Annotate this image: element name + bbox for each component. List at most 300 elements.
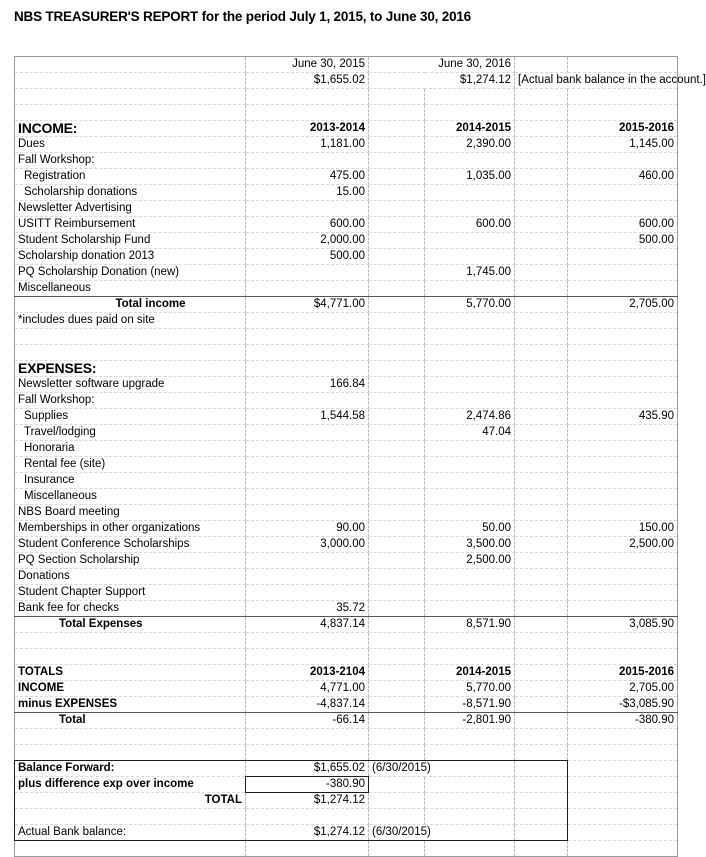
totals-year-header-3: 2015-2016	[568, 665, 678, 681]
spacer-cell	[515, 649, 568, 665]
spacer-cell	[515, 153, 568, 169]
bank-summary-values-row	[15, 73, 678, 89]
expense-item-row	[15, 489, 678, 505]
expenses-total-value-3: 3,085.90	[568, 617, 678, 633]
income-item-row	[15, 233, 678, 249]
sheet-body	[15, 57, 706, 137]
income-item-value-1: 2,000.00	[246, 233, 369, 249]
income-item-value-1: 1,181.00	[246, 137, 369, 153]
spacer-cell	[369, 697, 425, 713]
expense-item-row	[15, 601, 678, 617]
spacer-cell	[515, 377, 568, 393]
expense-item-value-1	[246, 393, 369, 409]
income-item-value-2: 600.00	[425, 217, 515, 233]
balance-forward-label: Balance Forward:	[15, 761, 246, 777]
totals-item-value-1: -4,837.14	[246, 697, 369, 713]
income-item-value-3	[568, 185, 678, 201]
spacer-cell	[15, 73, 246, 89]
expense-item-label: Student Conference Scholarships	[15, 537, 246, 553]
totals-rows-group	[15, 681, 678, 713]
spacer-cell	[369, 105, 425, 121]
spacer-cell	[515, 57, 568, 73]
spacer-cell	[369, 521, 425, 537]
spacer-cell	[515, 601, 568, 617]
spacer-cell	[369, 249, 425, 265]
spacer-cell	[369, 713, 425, 729]
spacer-cell	[369, 489, 425, 505]
totals-item-value-3: 2,705.00	[568, 681, 678, 697]
totals-item-row	[15, 697, 678, 713]
income-item-value-2: 1,035.00	[425, 169, 515, 185]
expense-item-value-3	[568, 505, 678, 521]
spacer-cell	[425, 809, 515, 825]
expense-item-value-3	[568, 569, 678, 585]
income-item-label: USITT Reimbursement	[15, 217, 246, 233]
income-rows-group	[15, 137, 678, 297]
expense-item-row	[15, 473, 678, 489]
expense-item-label: Fall Workshop:	[15, 393, 246, 409]
reconciliation-total-row	[15, 793, 678, 809]
spacer-cell	[369, 233, 425, 249]
spacer-cell	[369, 841, 425, 857]
spacer-cell	[15, 841, 246, 857]
expense-item-value-2	[425, 585, 515, 601]
expense-item-row	[15, 393, 678, 409]
expense-item-label: Student Chapter Support	[15, 585, 246, 601]
income-footnote-row	[15, 313, 678, 329]
expense-item-value-2	[425, 505, 515, 521]
spacer-cell	[369, 281, 425, 297]
reconciliation-total-value: $1,274.12	[246, 793, 369, 809]
spacer-cell	[568, 361, 678, 377]
expense-item-label: Travel/lodging	[15, 425, 246, 441]
spacer-cell	[369, 361, 425, 377]
income-item-row	[15, 201, 678, 217]
spacer-cell	[425, 841, 515, 857]
totals-heading-row	[15, 665, 678, 681]
spacer-cell	[568, 825, 678, 841]
expense-item-value-3	[568, 425, 678, 441]
income-item-value-1	[246, 281, 369, 297]
bank-date-prior: June 30, 2015	[246, 57, 369, 73]
spacer-cell	[425, 793, 515, 809]
income-item-label: Scholarship donation 2013	[15, 249, 246, 265]
expenses-total-label: Total Expenses	[15, 617, 246, 633]
expense-item-value-3	[568, 393, 678, 409]
totals-total-value-3: -380.90	[568, 713, 678, 729]
spacer-cell	[515, 489, 568, 505]
spacer-cell	[369, 313, 425, 329]
spacer-cell	[369, 537, 425, 553]
spacer-cell	[515, 169, 568, 185]
spacer-cell	[515, 137, 568, 153]
expense-item-value-3: 150.00	[568, 521, 678, 537]
expense-item-value-3	[568, 473, 678, 489]
bank-balance-note: [Actual bank balance in the account.]	[515, 73, 678, 89]
spacer-cell	[515, 761, 568, 777]
income-item-value-2	[425, 249, 515, 265]
income-item-label: Miscellaneous	[15, 281, 246, 297]
spacer-cell	[515, 457, 568, 473]
spacer-cell	[515, 313, 568, 329]
spacer-cell	[15, 105, 246, 121]
spacer-cell	[568, 649, 678, 665]
income-heading-row	[15, 121, 678, 137]
spacer-cell	[425, 729, 515, 745]
income-heading: INCOME:	[15, 121, 246, 137]
income-item-row	[15, 153, 678, 169]
expense-item-value-1	[246, 505, 369, 521]
spacer-cell	[515, 409, 568, 425]
spacer-cell	[246, 649, 369, 665]
totals-total-value-2: -2,801.90	[425, 713, 515, 729]
income-item-row	[15, 281, 678, 297]
spacer-cell	[369, 601, 425, 617]
blank-row	[15, 745, 678, 761]
blank-row	[15, 329, 678, 345]
income-item-value-3: 460.00	[568, 169, 678, 185]
spacer-cell	[515, 297, 568, 313]
spacer-cell	[568, 345, 678, 361]
spacer-cell	[369, 185, 425, 201]
blank-row	[15, 649, 678, 665]
expense-item-row	[15, 585, 678, 601]
income-total-value-1: $4,771.00	[246, 297, 369, 313]
income-item-value-3: 1,145.00	[568, 137, 678, 153]
spacer-cell	[425, 89, 515, 105]
spacer-cell	[369, 473, 425, 489]
expense-item-value-2: 3,500.00	[425, 537, 515, 553]
spacer-cell	[369, 793, 425, 809]
expense-item-value-2	[425, 569, 515, 585]
income-item-label: Scholarship donations	[15, 185, 246, 201]
expense-item-value-2	[425, 601, 515, 617]
totals-item-value-1: 4,771.00	[246, 681, 369, 697]
spacer-cell	[515, 425, 568, 441]
spacer-cell	[515, 713, 568, 729]
spacer-cell	[515, 793, 568, 809]
actual-bank-balance-value: $1,274.12	[246, 825, 369, 841]
spacer-cell	[369, 505, 425, 521]
expenses-heading-row	[15, 361, 678, 377]
expense-item-value-3	[568, 441, 678, 457]
income-item-value-3	[568, 153, 678, 169]
spacer-cell	[369, 345, 425, 361]
income-item-value-3	[568, 249, 678, 265]
income-item-row	[15, 265, 678, 281]
expense-item-label: Rental fee (site)	[15, 457, 246, 473]
income-item-value-1	[246, 153, 369, 169]
spacer-cell	[568, 777, 678, 793]
expense-item-value-1	[246, 425, 369, 441]
bank-summary-dates-row	[15, 57, 678, 73]
actual-bank-balance-row	[15, 825, 678, 841]
blank-row	[15, 841, 678, 857]
expense-item-row	[15, 553, 678, 569]
spacer-cell	[568, 761, 678, 777]
income-item-value-1: 500.00	[246, 249, 369, 265]
income-year-header-1: 2013-2014	[246, 121, 369, 137]
expense-item-value-3	[568, 585, 678, 601]
spacer-cell	[515, 697, 568, 713]
expense-item-value-1	[246, 473, 369, 489]
spacer-cell	[369, 745, 425, 761]
spacer-cell	[369, 617, 425, 633]
spacer-cell	[568, 729, 678, 745]
spacer-cell	[369, 729, 425, 745]
spacer-cell	[425, 745, 515, 761]
income-item-value-2	[425, 201, 515, 217]
spacer-cell	[515, 681, 568, 697]
income-item-label: Dues	[15, 137, 246, 153]
expense-item-row	[15, 409, 678, 425]
income-item-value-1: 600.00	[246, 217, 369, 233]
spacer-cell	[369, 409, 425, 425]
spacer-cell	[15, 649, 246, 665]
income-item-value-2: 2,390.00	[425, 137, 515, 153]
spacer-cell	[568, 841, 678, 857]
income-total-row	[15, 297, 678, 313]
totals-item-label: INCOME	[15, 681, 246, 697]
spacer-cell	[515, 633, 568, 649]
expense-item-row	[15, 425, 678, 441]
spacer-cell	[369, 329, 425, 345]
expense-item-label: Memberships in other organizations	[15, 521, 246, 537]
expense-item-label: Bank fee for checks	[15, 601, 246, 617]
totals-item-row	[15, 681, 678, 697]
spacer-cell	[369, 425, 425, 441]
spacer-cell	[369, 633, 425, 649]
spacer-cell	[425, 633, 515, 649]
income-item-value-2: 1,745.00	[425, 265, 515, 281]
actual-bank-balance-label: Actual Bank balance:	[15, 825, 246, 841]
spacer-cell	[515, 345, 568, 361]
blank-row	[15, 89, 678, 105]
expense-item-value-1	[246, 457, 369, 473]
income-item-value-1: 15.00	[246, 185, 369, 201]
income-item-value-3	[568, 201, 678, 217]
expense-item-value-2	[425, 473, 515, 489]
bank-date-current: June 30, 2016	[369, 57, 515, 73]
spacer-cell	[515, 233, 568, 249]
totals-heading: TOTALS	[15, 665, 246, 681]
expense-item-value-2: 2,474.86	[425, 409, 515, 425]
income-item-row	[15, 217, 678, 233]
bank-balance-current: $1,274.12	[369, 73, 515, 89]
expense-item-value-2: 47.04	[425, 425, 515, 441]
spacer-cell	[15, 809, 246, 825]
income-total-value-2: 5,770.00	[425, 297, 515, 313]
spacer-cell	[515, 841, 568, 857]
spacer-cell	[369, 137, 425, 153]
expense-item-row	[15, 457, 678, 473]
spacer-cell	[425, 329, 515, 345]
spacer-cell	[515, 201, 568, 217]
expense-item-value-1	[246, 569, 369, 585]
spacer-cell	[568, 105, 678, 121]
expense-item-value-3	[568, 601, 678, 617]
spacer-cell	[568, 57, 678, 73]
spacer-cell	[568, 633, 678, 649]
expenses-total-row	[15, 617, 678, 633]
expense-item-value-3	[568, 489, 678, 505]
spacer-cell	[515, 185, 568, 201]
spacer-cell	[425, 649, 515, 665]
treasurer-report-spreadsheet	[14, 56, 706, 857]
spacer-cell	[515, 665, 568, 681]
spacer-cell	[515, 569, 568, 585]
income-item-label: Fall Workshop:	[15, 153, 246, 169]
expense-item-label: Supplies	[15, 409, 246, 425]
blank-row	[15, 345, 678, 361]
spacer-cell	[515, 265, 568, 281]
expense-item-value-1	[246, 585, 369, 601]
spacer-cell	[515, 281, 568, 297]
spacer-cell	[369, 585, 425, 601]
spacer-cell	[369, 649, 425, 665]
spacer-cell	[369, 553, 425, 569]
spacer-cell	[369, 377, 425, 393]
expense-item-value-2: 2,500.00	[425, 553, 515, 569]
expense-item-row	[15, 521, 678, 537]
blank-row	[15, 729, 678, 745]
income-year-header-2: 2014-2015	[425, 121, 515, 137]
expense-item-row	[15, 377, 678, 393]
totals-year-header-2: 2014-2015	[425, 665, 515, 681]
spacer-cell	[246, 105, 369, 121]
income-item-row	[15, 249, 678, 265]
spacer-cell	[425, 105, 515, 121]
expense-item-value-1	[246, 489, 369, 505]
expenses-total-value-1: 4,837.14	[246, 617, 369, 633]
spacer-cell	[369, 665, 425, 681]
spacer-cell	[568, 793, 678, 809]
income-item-row	[15, 137, 678, 153]
spacer-cell	[246, 89, 369, 105]
spacer-cell	[15, 329, 246, 345]
spacer-cell	[246, 841, 369, 857]
income-item-value-1	[246, 265, 369, 281]
income-item-value-3: 500.00	[568, 233, 678, 249]
spacer-cell	[369, 777, 425, 793]
spacer-cell	[246, 361, 369, 377]
spacer-cell	[515, 585, 568, 601]
spacer-cell	[515, 441, 568, 457]
spacer-cell	[15, 729, 246, 745]
spacer-cell	[515, 217, 568, 233]
spacer-cell	[515, 89, 568, 105]
expense-item-value-1: 3,000.00	[246, 537, 369, 553]
totals-item-value-2: -8,571.90	[425, 697, 515, 713]
expense-item-value-1: 90.00	[246, 521, 369, 537]
expenses-total-value-2: 8,571.90	[425, 617, 515, 633]
spacer-cell	[246, 329, 369, 345]
income-total-label: Total income	[15, 297, 246, 313]
expense-item-value-1: 1,544.58	[246, 409, 369, 425]
totals-total-value-1: -66.14	[246, 713, 369, 729]
expense-item-value-1	[246, 553, 369, 569]
spacer-cell	[369, 681, 425, 697]
totals-total-label: Total	[15, 713, 246, 729]
spacer-cell	[515, 505, 568, 521]
totals-total-row	[15, 713, 678, 729]
actual-bank-balance-note: (6/30/2015)	[369, 825, 515, 841]
spacer-cell	[246, 729, 369, 745]
income-item-value-3: 600.00	[568, 217, 678, 233]
spacer-cell	[515, 825, 568, 841]
expense-item-value-3: 2,500.00	[568, 537, 678, 553]
spacer-cell	[246, 633, 369, 649]
expense-item-label: Honoraria	[15, 441, 246, 457]
spacer-cell	[568, 89, 678, 105]
expense-item-label: NBS Board meeting	[15, 505, 246, 521]
income-year-header-3: 2015-2016	[568, 121, 678, 137]
income-item-label: PQ Scholarship Donation (new)	[15, 265, 246, 281]
expense-rows-group	[15, 377, 678, 617]
plus-difference-row	[15, 777, 678, 793]
balance-forward-note: (6/30/2015)	[369, 761, 515, 777]
bank-balance-prior: $1,655.02	[246, 73, 369, 89]
spacer-cell	[515, 473, 568, 489]
expense-item-row	[15, 537, 678, 553]
balance-forward-value: $1,655.02	[246, 761, 369, 777]
spacer-cell	[515, 521, 568, 537]
spacer-cell	[515, 617, 568, 633]
spacer-cell	[369, 457, 425, 473]
income-item-value-3	[568, 265, 678, 281]
income-item-value-2	[425, 185, 515, 201]
expense-item-value-3	[568, 457, 678, 473]
expense-item-value-3	[568, 377, 678, 393]
spacer-cell	[246, 745, 369, 761]
spacer-cell	[369, 169, 425, 185]
spacer-cell	[369, 297, 425, 313]
spacer-cell	[425, 777, 515, 793]
reconciliation-total-label: TOTAL	[15, 793, 246, 809]
spacer-cell	[369, 89, 425, 105]
expense-item-value-2	[425, 441, 515, 457]
income-item-value-3	[568, 281, 678, 297]
totals-item-value-3: -$3,085.90	[568, 697, 678, 713]
spacer-cell	[568, 329, 678, 345]
spacer-cell	[369, 441, 425, 457]
balance-forward-row	[15, 761, 678, 777]
spacer-cell	[369, 569, 425, 585]
spacer-cell	[425, 345, 515, 361]
expense-item-row	[15, 441, 678, 457]
expense-item-value-2: 50.00	[425, 521, 515, 537]
spacer-cell	[515, 361, 568, 377]
income-item-label: Newsletter Advertising	[15, 201, 246, 217]
expense-item-value-2	[425, 489, 515, 505]
spacer-cell	[425, 361, 515, 377]
expense-item-value-2	[425, 393, 515, 409]
expense-item-value-3: 435.90	[568, 409, 678, 425]
spacer-cell	[246, 313, 369, 329]
income-item-value-1: 475.00	[246, 169, 369, 185]
blank-row	[15, 809, 678, 825]
income-item-value-2	[425, 233, 515, 249]
spacer-cell	[515, 729, 568, 745]
spacer-cell	[369, 217, 425, 233]
spacer-cell	[246, 809, 369, 825]
spacer-cell	[515, 329, 568, 345]
spacer-cell	[425, 313, 515, 329]
blank-row	[15, 105, 678, 121]
totals-year-header-1: 2013-2104	[246, 665, 369, 681]
expense-item-label: Donations	[15, 569, 246, 585]
spacer-cell	[515, 745, 568, 761]
